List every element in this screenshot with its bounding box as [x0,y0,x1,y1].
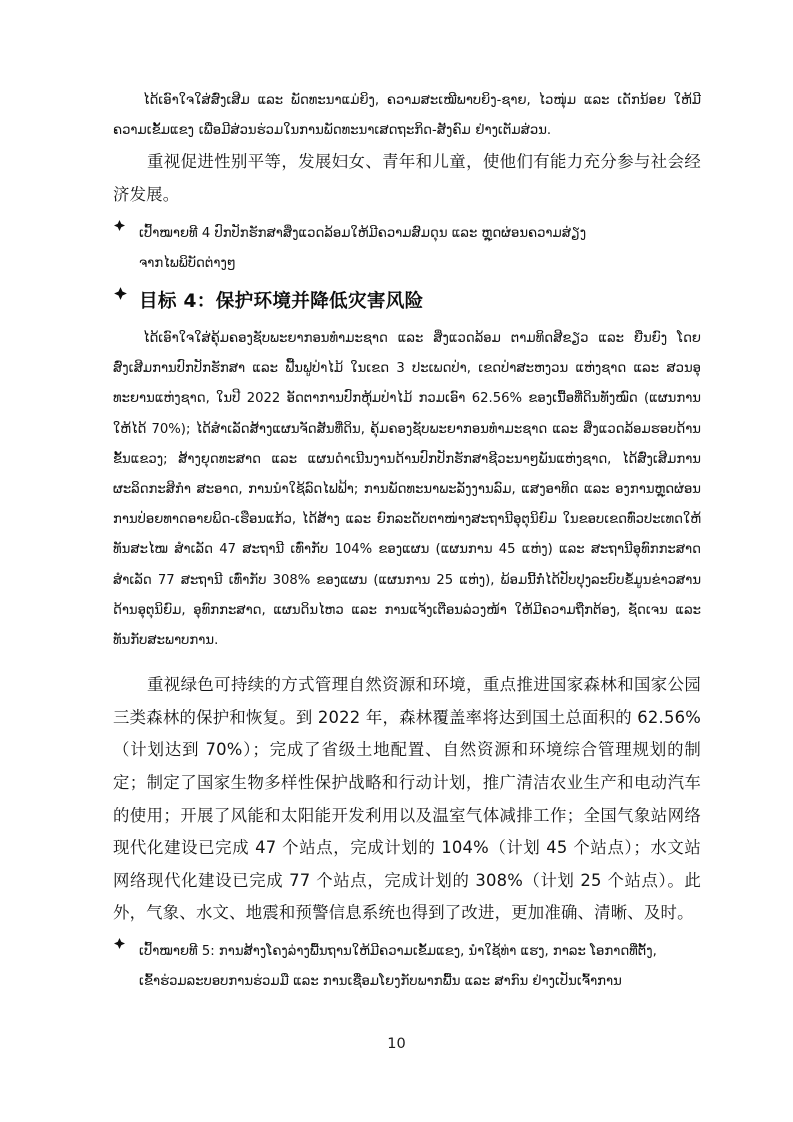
paragraph-lao-gender: ໄດ້ເອົາໃຈໃສ່ສົ່ງເສີມ ແລະ ພັດທະນາແມ່ຍິງ, ຄວາມສະເໝີພາບຍິງ-ຊາຍ, ໄວໜຸ່ມ ແລະ ເດັກນ້ອຍ ໃຫ້ມີຄວາມເຂັ້ມແຂງ ເພື່ອມີສ່ວນຮ່ວມໃນການພັດທະນາເສດຖະກິດ-ສັງຄົມ ຢ່າງເຕັມສ່ວນ. [113,93,701,139]
floret-bullet-icon [113,286,139,301]
goal-5-lao-bullet [113,937,701,967]
spacer [113,317,701,324]
spacer [113,930,701,937]
goal-5-lao-text-line2: ເຂົ້າຮ່ວມລະບອບການຮ່ວມມື ແລະ ການເຊື່ອມໂຍງກັບພາກພື້ນ ແລະ ສາກົນ ຢ່າງເປັນເຈົ້າການ [139,974,622,990]
spacer [113,279,701,286]
spacer [113,656,701,669]
floret-bullet-icon [113,219,139,232]
page-number: 10 [387,1036,406,1052]
paragraph-chinese-gender: 重视促进性别平等，发展妇女、青年和儿童，使他们有能力充分参与社会经济发展。 [113,152,701,204]
goal-4-lao-text-line1: ເປົ້າໝາຍທີ 4 ປົກປັກຮັກສາສິ່ງແວດລ້ອມໃຫ້ມີຄວາມສົມດຸນ ແລະ ຫຼຸດຜ່ອນຄວາມສ່ຽງ [139,225,587,241]
page-content [113,86,701,997]
floret-bullet-icon [113,937,139,950]
goal-4-chinese-heading-text: 目标 4：保护环境并降低灾害风险 [139,291,424,312]
goal-5-lao-text-line1: ເປົ້າໝາຍທີ 5: ການສ້າງໂຄງລ່າງພື້ນຖານໃຫ້ມີຄວາມເຂັ້ມແຂງ, ນຳໃຊ້ທ່າ ແຮງ, ກາລະ ໂອກາດທີ່ຕັ້ງ, [139,943,657,959]
spacer [113,212,701,219]
paragraph-lao-environment: ໄດ້ເອົາໃຈໃສ່ຄຸ້ມຄອງຊັບພະຍາກອນທຳມະຊາດ ແລະ ສິ່ງແວດລ້ອມ ຕາມທິດສີຂຽວ ແລະ ຍືນຍົງ ໂດຍສົ່ງເສີມການປົກປັກຮັກສາ ແລະ ຟື້ນຟູປ່າໄມ້ ໃນເຂດ 3 ປະເພດປ່າ, ເຂດປ່າສະຫງວນ ແຫ່ງຊາດ ແລະ ສວນອຸທະຍານແຫ່ງຊາດ, ໃນປີ 2022 ອັດຕາການປົກຫຸ້ມປ່າໄມ້ ກວມເອົາ 62.56% ຂອງເນື້ອທີ່ດິນທັງໝົດ (ແຜນການ ໃຫ້ໄດ້ 70%); ໄດ້ສຳເລັດສ້າງແຜນຈັດສັນທີ່ດິນ, ຄຸ້ມຄອງຊັບພະຍາກອນທຳມະຊາດ ແລະ ສິ່ງແວດລ້ອມຮອບດ້ານ ຂັ້ນແຂວງ; ສ້າງຍຸດທະສາດ ແລະ ແຜນດຳເນີນງານດ້ານປົກປັກຮັກສາຊີວະນາໆພັນແຫ່ງຊາດ, ໄດ້ສົ່ງເສີມການຜະລິດກະສິກຳ ສະອາດ, ການນຳໃຊ້ລົດໄຟຟ້າ; ການພັດທະນາພະລັງງານລົມ, ແສງອາທິດ ແລະ ອງການຫຼຸດຜ່ອນການປ່ອຍທາດອາຍພິດ-ເຮືອນແກ້ວ, ໄດ້ສ້າງ ແລະ ຍົກລະດັບຕາໜ່າງສະຖານີອຸຕຸນິຍົມ ໃນຂອບເຂດທົ່ວປະເທດໃຫ້ທັນສະໄໝ ສຳເລັດ 47 ສະຖານີ ເທົ່າກັບ 104% ຂອງແຜນ (ແຜນການ 45 ແຫ່ງ) ແລະ ສະຖານີອຸທົກກະສາດ ສຳເລັດ 77 ສະຖານີ ເທົ່າກັບ 308% ຂອງແຜນ (ແຜນການ 25 ແຫ່ງ), ພ້ອມນີ້ກໍ່ໄດ້ປັບປຸງລະບົບຂໍ້ມູນຂ່າວສານດ້ານອຸຕຸນິຍົມ, ອຸທົກກະສາດ, ແຜນດິນໄຫວ ແລະ ການແຈ້ງເຕືອນລ່ວງໜ້າ ໃຫ້ມີຄວາມຖືກຕ້ອງ, ຊັດເຈນ ແລະ ທັນກັບສະພາບການ. [113,331,701,649]
goal-4-lao-bullet [113,219,701,249]
paragraph-chinese-environment: 重视绿色可持续的方式管理自然资源和环境，重点推进国家森林和国家公园三类森林的保护和恢复。到 2022 年，森林覆盖率将达到国土总面积的 62.56%（计划达到 70%）；完成了省级土地配置、自然资源和环境综合管理规划的制定；制定了国家生物多样性保护战略和行动计划，推广清洁农业生产和电动汽车的使用；开展了风能和太阳能开发利用以及温室气体减排工作；全国气象站网络现代化建设已完成 47 个站点，完成计划的 104%（计划 45 个站点）；水文站网络现代化建设已完成 77 个站点，完成计划的 308%（计划 25 个站点）。此外，气象、水文、地震和预警信息系统也得到了改进，更加准确、清晰、及时。 [113,675,701,923]
goal-4-lao-text-line2: ຈາກໄພພິບັດຕ່າງໆ [139,255,236,271]
goal-4-chinese-heading [113,286,701,317]
